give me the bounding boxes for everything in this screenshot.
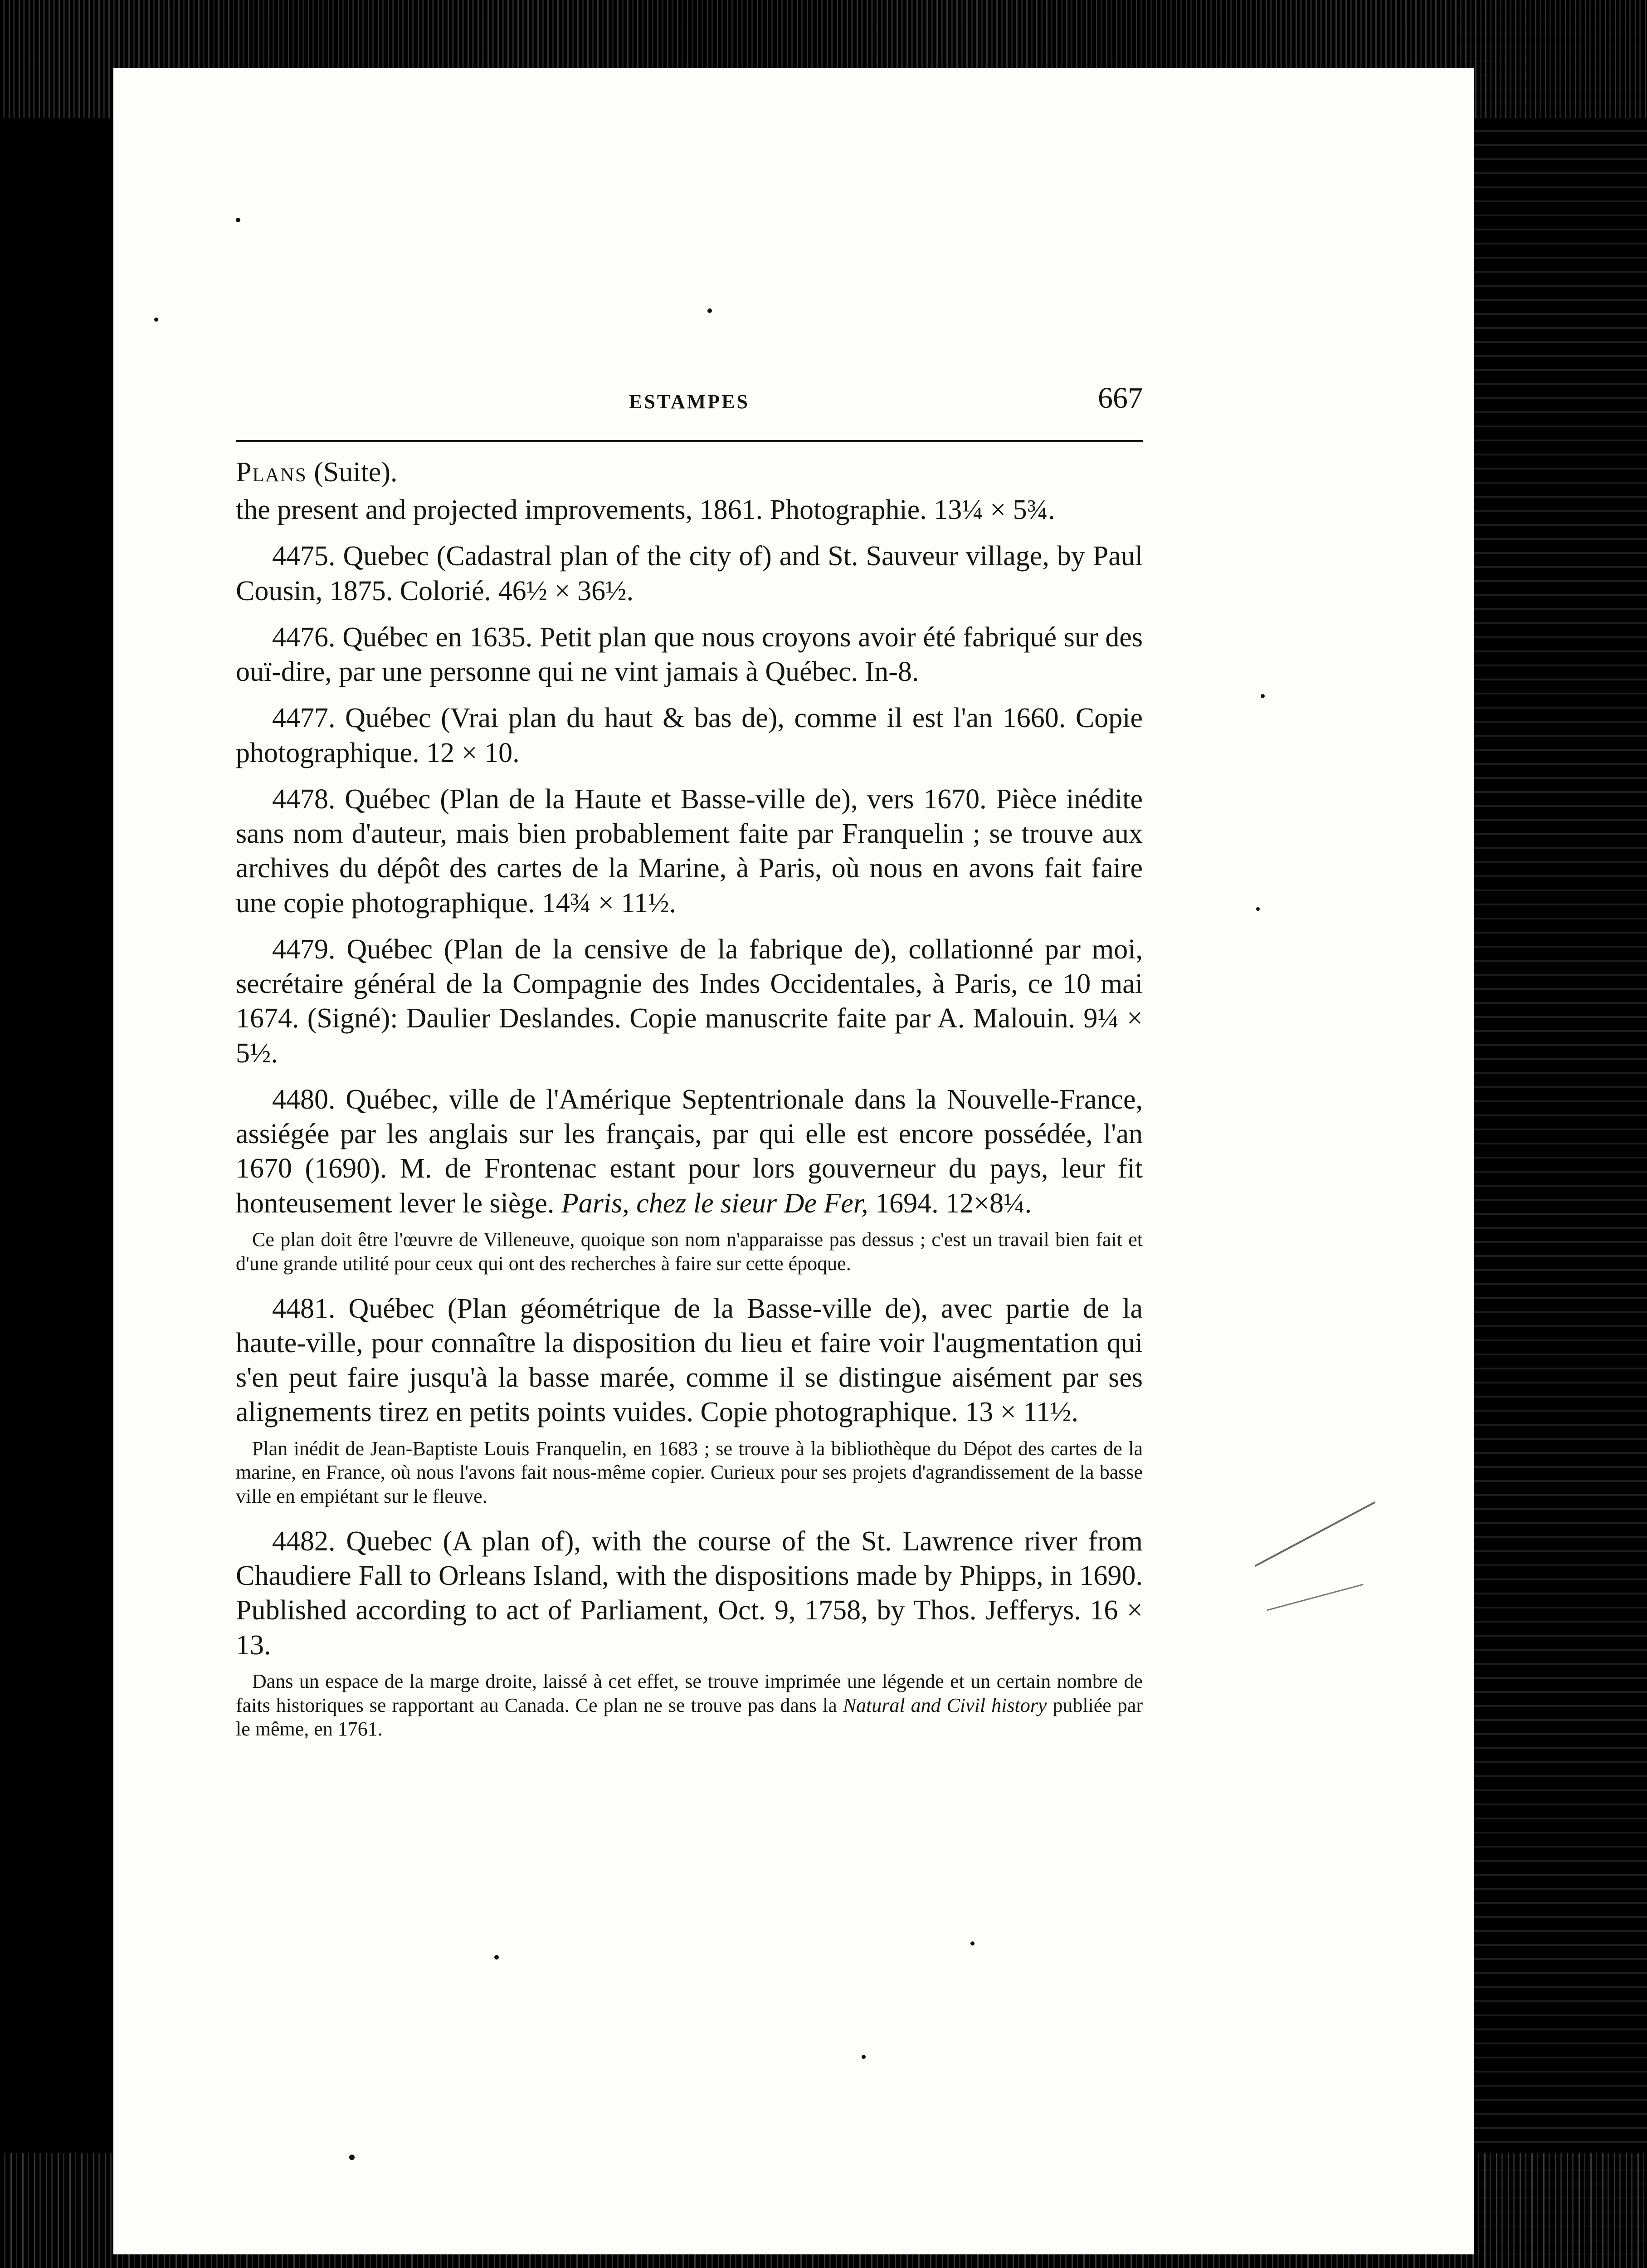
entry-text: the present and projected improvements, 1861. Photographie. 13¼ × 5¾. [236, 494, 1055, 526]
entry-text: Québec, ville de l'Amérique Septentrionale dans la Nouvelle-France, assiégée par les anglais sur les français, par qui elle est encore possédée, l'an 1670 (1690). M. de Frontenac estant pour lors gouverneur du pays, leur fit honteusement lever le siège. [236, 1084, 1143, 1219]
scan-speck [1256, 907, 1260, 911]
entry-number: 4476. [272, 621, 336, 653]
catalog-entry [236, 932, 1143, 1070]
scan-edge-right [1457, 0, 1647, 2268]
entry-text-end: 1694. 12×8¼. [868, 1188, 1032, 1219]
catalog-entry [236, 539, 1143, 608]
scan-speck [1261, 694, 1265, 698]
catalog-entry [236, 1082, 1143, 1221]
scan-speck [970, 1941, 975, 1945]
entry-note [236, 1670, 1143, 1741]
entry-note: Ce plan doit être l'œuvre de Villeneuve, quoique son nom n'apparaisse pas dessus ; c'est un travail bien fait et d'une grande utilité pour ceux qui ont des recherches à faire sur cette époque. [236, 1228, 1143, 1275]
entry-text: Quebec (Cadastral plan of the city of) and St. Sauveur village, by Paul Cousin, 1875. Colorié. 46½ × 36½. [236, 541, 1143, 606]
catalog-entry [236, 701, 1143, 770]
entry-publisher: Paris, chez le sieur De Fer, [561, 1188, 868, 1219]
running-title: ESTAMPES [629, 391, 750, 413]
entry-number: 4475. [272, 541, 336, 572]
section-title: Plans [236, 457, 307, 488]
entry-text: Quebec (A plan of), with the course of the St. Lawrence river from Chaudiere Fall to Orleans Island, with the dispositions made by Phipps, in 1690. Published according to act of Parliament, Oct. 9, 1758, by Thos. Jefferys. 16 × 13. [236, 1525, 1143, 1661]
section-heading [236, 456, 1143, 489]
book-page [236, 381, 1143, 1757]
scan-speck [494, 1955, 499, 1960]
note-text-end: publiée par le même, en 1761. [236, 1694, 1143, 1740]
entry-number: 4477. [272, 703, 336, 734]
entry-note: Plan inédit de Jean-Baptiste Louis Franquelin, en 1683 ; se trouve à la bibliothèque du Dépot des cartes de la marine, en France, où nous l'avons fait nous-même copier. Curieux pour ses projets d'agrandissement de la basse ville en empiétant sur le fleuve. [236, 1437, 1143, 1508]
entry-number: 4478. [272, 783, 336, 815]
scan-speck [154, 318, 158, 322]
entry-text: Québec (Vrai plan du haut & bas de), comme il est l'an 1660. Copie photographique. 12 × 10. [236, 703, 1143, 768]
entry-text: Québec en 1635. Petit plan que nous croyons avoir été fabriqué sur des ouï-dire, par une personne qui ne vint jamais à Québec. In-8. [236, 621, 1143, 688]
catalog-entry [236, 1291, 1143, 1430]
scan-speck [707, 308, 712, 313]
scan-speck [862, 2055, 866, 2059]
catalog-entry [236, 493, 1143, 527]
scan-speck [236, 218, 240, 222]
entry-text: Québec (Plan de la censive de la fabrique de), collationné par moi, secrétaire général de la Compagnie des Indes Occidentales, à Paris, ce 10 mai 1674. (Signé): Daulier Deslandes. Copie manuscrite faite par A. Malouin. 9¼ × 5½. [236, 934, 1143, 1069]
catalog-entry [236, 1524, 1143, 1662]
entry-number: 4480. [272, 1084, 336, 1115]
entry-text: Québec (Plan de la Haute et Basse-ville de), vers 1670. Pièce inédite sans nom d'auteur, mais bien probablement faite par Franquelin ; se trouve aux archives du dépôt des cartes de la Marine, à Paris, où nous en avons fait faire une copie photographique. 14¾ × 11½. [236, 783, 1143, 919]
running-head [236, 381, 1143, 440]
entry-number: 4479. [272, 934, 336, 965]
note-text: Dans un espace de la marge droite, laissé à cet effet, se trouve imprimée une légende et un certain nombre de faits historiques se rapportant au Canada. Ce plan ne se trouve pas dans la [236, 1670, 1143, 1716]
section-title-suffix: (Suite). [307, 457, 398, 488]
entry-text: Québec (Plan géométrique de la Basse-ville de), avec partie de la haute-ville, pour connaître la disposition du lieu et faire voir l'augmentation qui s'en peut faire jusqu'à la basse marée, comme il se distingue aisément par ses alignements tirez en petits points vuides. Copie photographique. 13 × 11½. [236, 1293, 1143, 1428]
header-rule [236, 440, 1143, 442]
page-number: 667 [1098, 381, 1143, 415]
scan-speck [349, 2155, 355, 2160]
catalog-entry [236, 782, 1143, 920]
entry-number: 4482. [272, 1525, 336, 1557]
scan-edge-left [0, 0, 118, 2268]
entry-number: 4481. [272, 1293, 336, 1324]
note-work-title: Natural and Civil history [843, 1694, 1047, 1716]
catalog-entry [236, 620, 1143, 689]
